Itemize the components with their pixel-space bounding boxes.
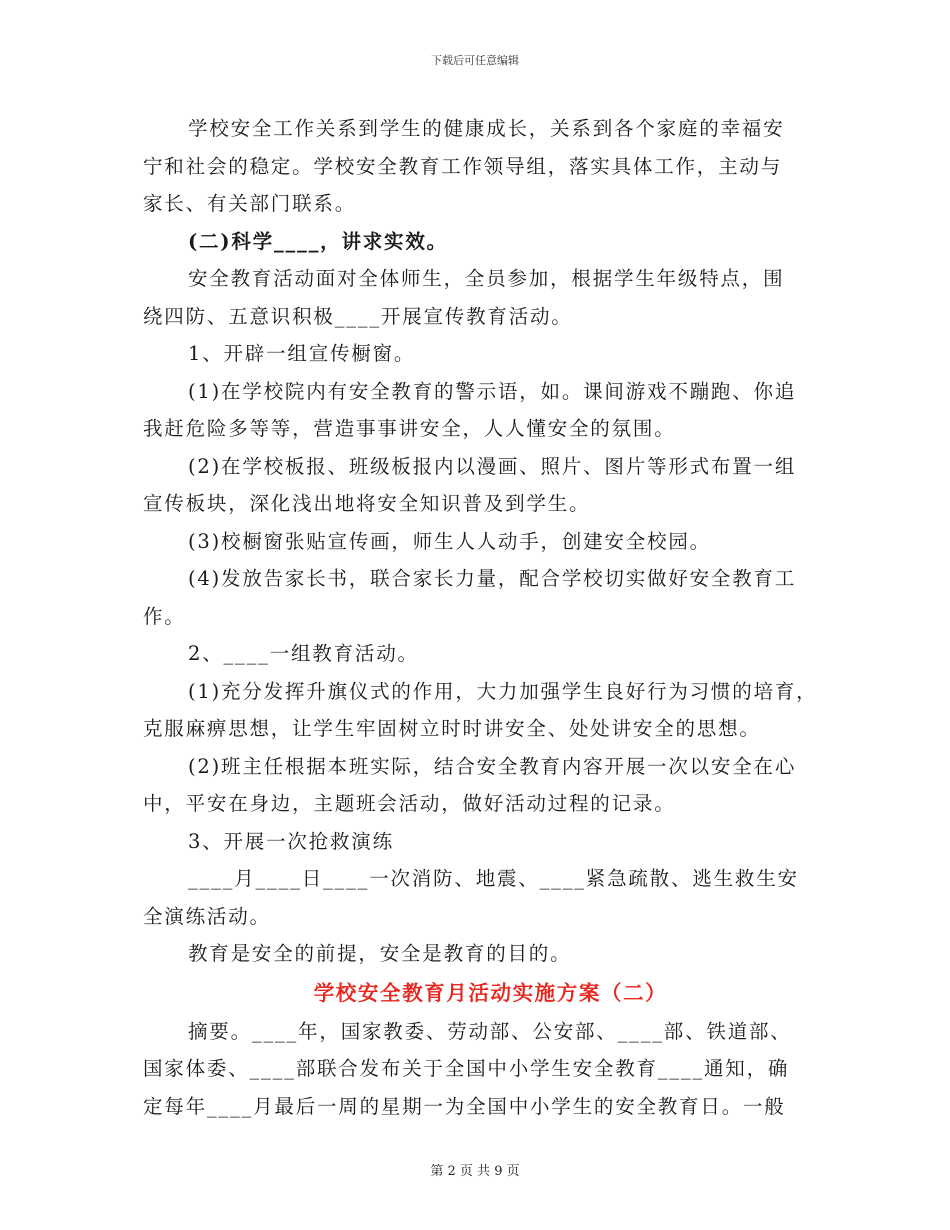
text-line: (2)班主任根据本班实际，结合安全教育内容开展一次以安全在心 — [188, 754, 797, 778]
text-line: 教育是安全的前提，安全是教育的目的。 — [188, 942, 572, 965]
text-line: 克服麻痹思想，让学生牢固树立时时讲安全、处处讲安全的思想。 — [143, 717, 761, 740]
paragraph-block-after-title — [143, 1013, 813, 1126]
text-line: 国家体委、____部联合发布关于全国中小学生安全教育____通知，确 — [143, 1057, 790, 1080]
text-line: 学校安全工作关系到学生的健康成长，关系到各个家庭的幸福安 — [188, 117, 785, 140]
text-line: (4)发放告家长书，联合家长力量，配合学校切实做好安全教育工 — [188, 567, 797, 590]
text-line: (3)校橱窗张贴宣传画，师生人人动手，创建安全校园。 — [188, 529, 711, 553]
text-line: 绕四防、五意识积极____开展宣传教育活动。 — [143, 304, 573, 328]
text-line: ____月____日____一次消防、地震、____紧急疏散、逃生救生安 — [188, 867, 799, 890]
text-line: 3、开展一次抢救演练 — [188, 829, 394, 853]
text-line: 定每年____月最后一周的星期一为全国中小学生的安全教育日。一般 — [143, 1094, 786, 1118]
text-line: 全演练活动。 — [143, 904, 271, 928]
text-line: 1、开辟一组宣传橱窗。 — [188, 342, 416, 365]
text-line: 摘要。____年，国家教委、劳动部、公安部、____部、铁道部、 — [188, 1019, 792, 1043]
text-line: 我赶危险多等等，营造事事讲安全，人人懂安全的氛围。 — [143, 417, 676, 440]
paragraph-block — [143, 110, 818, 973]
section-title: 学校安全教育月活动实施方案（二） — [313, 980, 668, 1005]
document-body — [143, 110, 818, 1125]
text-line: 中，平安在身边，主题班会活动，做好活动过程的记录。 — [143, 792, 676, 815]
text-line: (1)在学校院内有安全教育的警示语，如。课间游戏不蹦跑、你追 — [188, 379, 797, 403]
text-line: 宣传板块，深化浅出地将安全知识普及到学生。 — [143, 492, 591, 515]
text-line: 宁和社会的稳定。学校安全教育工作领导组，落实具体工作，主动与 — [143, 154, 783, 178]
page-number-footer: 第 2 页 共 9 页 — [430, 1164, 520, 1179]
text-line: (二)科学____，讲求实效。 — [188, 229, 448, 253]
text-line: (2)在学校板报、班级板报内以漫画、照片、图片等形式布置一组 — [188, 454, 797, 478]
text-line: 2、____一组教育活动。 — [188, 642, 419, 665]
text-line: 安全教育活动面对全体师生，全员参加，根据学生年级特点，围 — [188, 267, 785, 290]
text-line: (1)充分发挥升旗仪式的作用，大力加强学生良好行为习惯的培育， — [188, 679, 818, 703]
text-line: 家长、有关部门联系。 — [143, 192, 357, 215]
text-line: 作。 — [143, 604, 186, 628]
page-header-note: 下载后可任意编辑 — [431, 54, 519, 67]
